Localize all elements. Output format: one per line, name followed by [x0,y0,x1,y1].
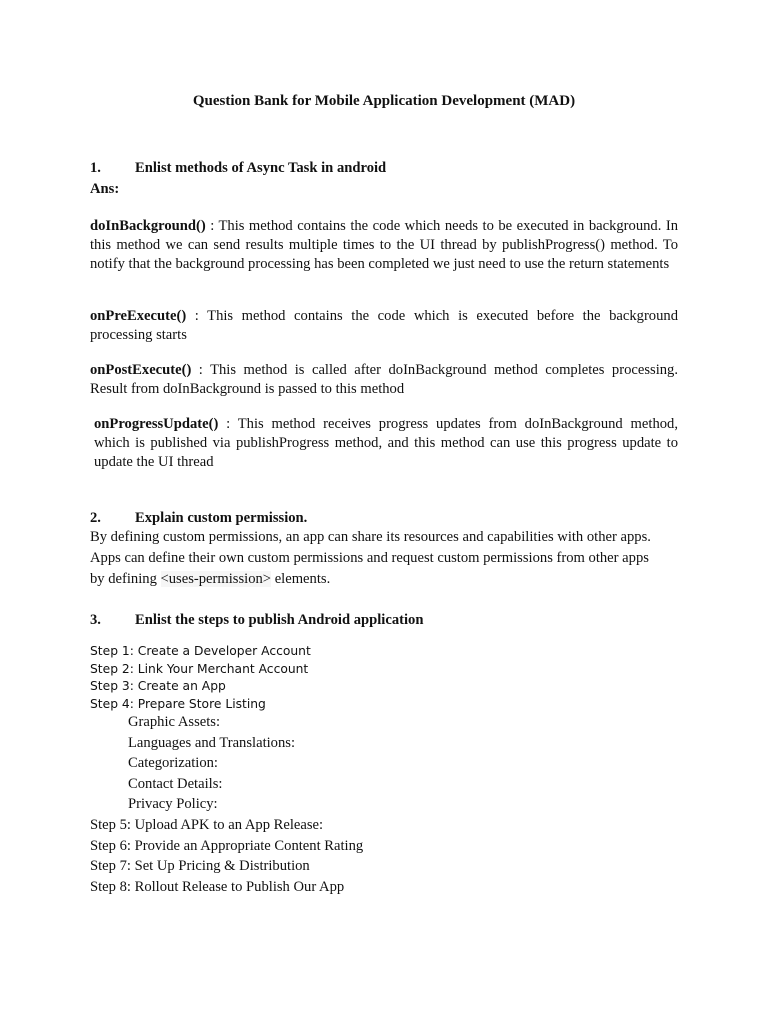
store-listing-subitems [128,712,295,815]
list-item: Step 2: Link Your Merchant Account [90,661,309,676]
question-text: Explain custom permission. [135,510,308,526]
question-number: 1. [90,160,101,176]
answer-line: Apps can define their own custom permissions and request custom permissions from other apps [90,550,649,566]
question-text: Enlist methods of Async Task in android [135,160,387,176]
list-item: Step 1: Create a Developer Account [90,644,311,658]
method-description: This method contains the code which is executed before the background processing starts [90,308,678,343]
method-onpostexecute: onPostExecute() : This method is called after doInBackground method completes processing. Result from doInBackground is passed to this method [90,362,678,397]
list-item: Privacy Policy: [128,796,218,813]
method-name: doInBackground() [90,218,206,234]
method-description: This method is called after doInBackground method completes processing. Result from doInBackground is passed to this method [90,362,678,397]
list-item: Step 3: Create an App [90,679,226,693]
method-name: onProgressUpdate() [94,416,219,432]
method-doinbackground: doInBackground() : This method contains the code which needs to be executed in background. In this method we can send results multiple times to the UI thread by publishProgress() method. To notify that the background processing has been completed we just need to use the return statements [90,218,679,272]
method-name: onPostExecute() [90,362,192,378]
list-item: Graphic Assets: [128,714,221,730]
method-description: This method contains the code which needs to be executed in background. In this method we can send results multiple times to the UI thread by publishProgress() method. To notify that the background processing has been completed we just need to use the return statements [90,218,679,272]
list-item: Categorization: [128,755,218,772]
question-2-heading [90,509,307,528]
list-item: Contact Details: [128,775,223,792]
method-name: onPreExecute() [90,308,187,324]
uses-permission-tag: <uses-permission> [160,571,272,587]
answer-line: By defining custom permissions, an app can share its resources and capabilities with other apps. [90,529,651,545]
publish-steps-part-1 [90,643,311,713]
question-number: 3. [90,612,101,628]
method-description: This method receives progress updates from doInBackground method, which is published via publishProgress method, and this method can use this progress update to update the UI thread [94,416,678,470]
list-item: Step 8: Rollout Release to Publish Our App [90,878,345,895]
answer-label: Ans: [90,181,120,197]
method-onpreexecute: onPreExecute() : This method contains the code which is executed before the background processing starts [90,308,678,343]
list-item: Step 4: Prepare Store Listing [90,696,266,711]
question-1-heading [90,159,386,178]
question-3-heading [90,611,423,630]
question-text: Enlist the steps to publish Android application [135,612,424,628]
document-title: Question Bank for Mobile Application Development (MAD) [192,93,576,109]
question-number: 2. [90,510,101,526]
list-item: Step 5: Upload APK to an App Release: [90,817,324,833]
list-item: Languages and Translations: [128,734,296,751]
answer-line: by defining <uses-permission> elements. [90,571,331,587]
list-item: Step 7: Set Up Pricing & Distribution [90,858,310,875]
publish-steps-part-2 [90,815,363,897]
custom-permission-answer [90,527,690,590]
list-item: Step 6: Provide an Appropriate Content Rating [90,837,364,854]
method-onprogressupdate: onProgressUpdate() : This method receives progress updates from doInBackground method, which is published via publishProgress method, and this method can use this progress update to update the UI thread [94,416,678,470]
